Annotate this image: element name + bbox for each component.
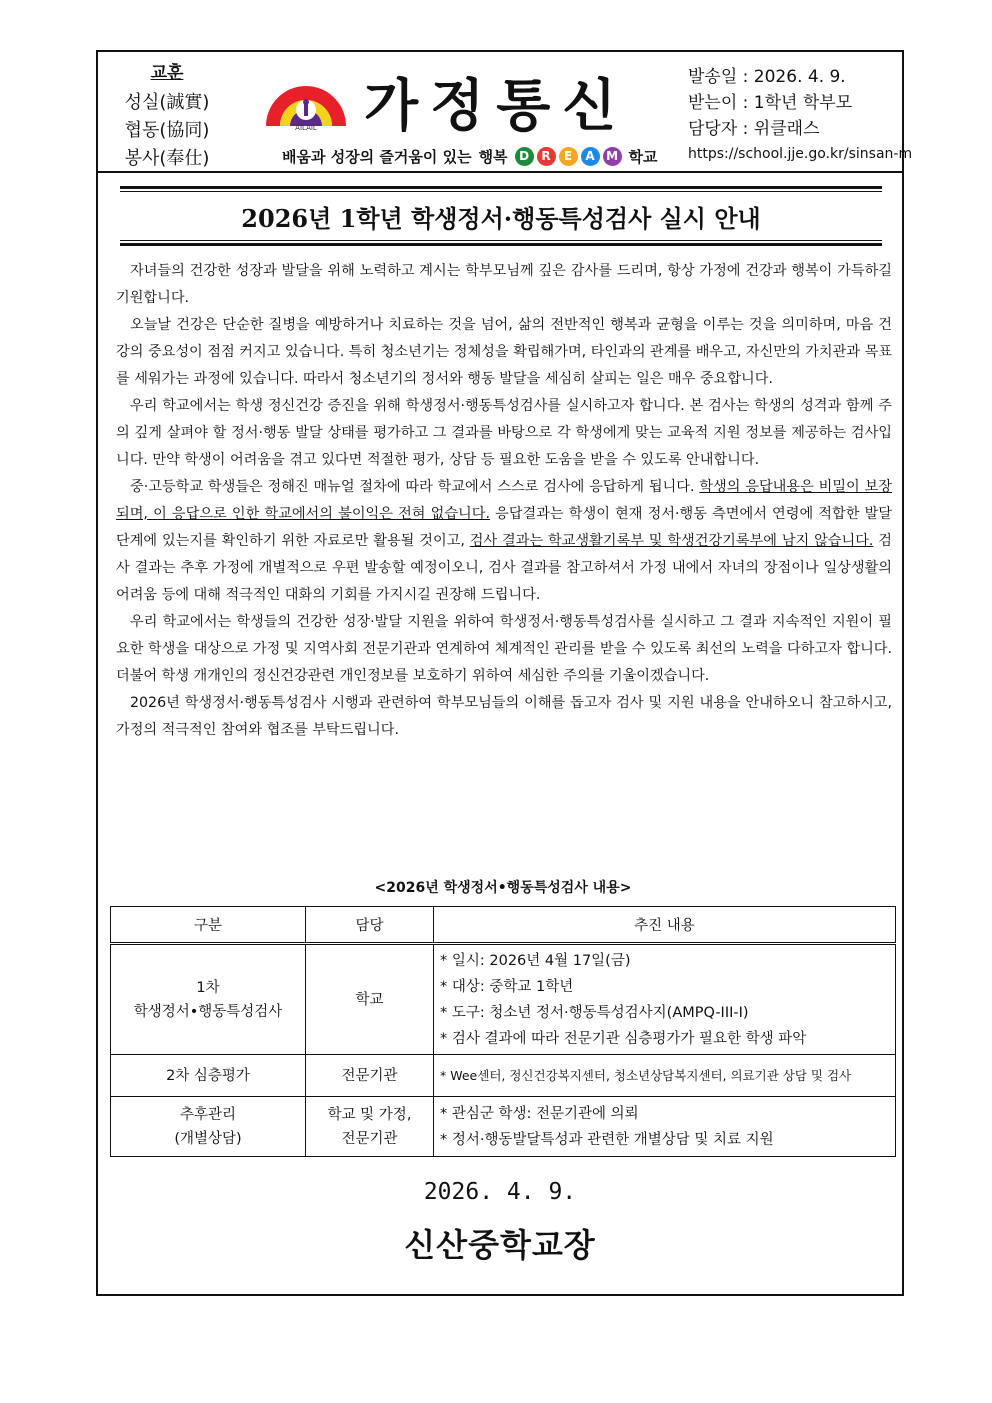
owner-cell: 전문기관 [306, 1055, 434, 1097]
paragraph-text: 검사 결과는 추후 가정에 개별적으로 우편 발송할 예정이오니, 검사 결과를 참고하셔서 가정 내에서 자녀의 장점이나 일상생활의 어려움 등에 대해 적극적인 대화의 기회를 가지시길 권장해 드립니다. [116, 533, 892, 603]
principal-signature: 신산중학교장 [404, 1226, 596, 1264]
slogan-prefix: 배움과 성장의 즐거움이 있는 [282, 148, 472, 166]
owner-line: 전문기관 [341, 1130, 398, 1147]
paragraph: 자녀들의 건강한 성장과 발달을 위해 노력하고 계시는 학부모님께 깊은 감사를 드리며, 항상 가정에 건강과 행복이 가득하길 기원합니다. [116, 263, 892, 306]
items-cell [434, 1097, 896, 1157]
header-cell: 추진 내용 [434, 907, 896, 944]
items-cell [434, 1055, 896, 1097]
school-logo [262, 66, 350, 134]
underlined-notice: 검사 결과는 학교생활기록부 및 학생건강기록부에 남지 않습니다. [469, 533, 874, 549]
school-slogan [282, 146, 658, 167]
document-meta [688, 64, 912, 166]
slogan-happy: 행복 [478, 148, 508, 166]
send-date: 발송일 : 2026. 4. 9. [688, 67, 846, 87]
category-line: 학생정서•행동특성검사 [133, 1003, 283, 1020]
dream-letter-e: E [559, 147, 578, 166]
list-item: * 대상: 중학교 1학년 [440, 978, 574, 995]
paragraph-text: 응답결과는 학생이 현재 정서·행동 측면에서 연령에 적합한 발달단계에 있는지를 확인하기 위한 자료로만 활용될 것이고, [116, 506, 892, 549]
table-caption: <2026년 학생정서•행동특성검사 내용> [374, 880, 632, 896]
category-line: (개별상담) [174, 1130, 242, 1147]
paragraph: 우리 학교에서는 학생 정신건강 증진을 위해 학생정서·행동특성검사를 실시하고자 합니다. 본 검사는 학생의 성격과 함께 주의 깊게 살펴야 할 정서·행동 발달 상태를 평가하고 그 결과를 바탕으로 각 학생에게 맞는 교육적 지원 정보를 제공하는 검사입니다. 만약 학생이 어려움을 겪고 있다면 적절한 평가, 상담 등 필요한 도움을 받을 수 있도록 안내합니다. [116, 398, 892, 468]
school-url[interactable]: https://school.jje.go.kr/sinsan-m [688, 146, 913, 162]
signature-date: 2026. 4. 9. [423, 1179, 577, 1205]
motto-item: 협동(協同) [124, 120, 210, 141]
newsletter-title: 가정통신 [364, 74, 629, 139]
page-title: 2026년 1학년 학생정서·행동특성검사 실시 안내 [241, 204, 761, 233]
list-item: * 정서·행동발달특성과 관련한 개별상담 및 치료 지원 [440, 1131, 774, 1148]
contact-person: 담당자 : 위클래스 [688, 119, 820, 139]
category-line: 추후관리 [179, 1106, 237, 1123]
table-header-row [111, 907, 896, 944]
table-row [111, 1055, 896, 1097]
list-item: * 도구: 청소년 정서·행동특성검사지(AMPQ-III-I) [440, 1004, 749, 1021]
schedule-table [110, 906, 896, 1157]
category-line: 1차 [196, 979, 220, 996]
owner-line: 학교 및 가정, [327, 1106, 412, 1123]
dream-letter-r: R [537, 147, 556, 166]
motto-item: 봉사(奉仕) [124, 148, 210, 169]
paragraph: 우리 학교에서는 학생들의 건강한 성장·발달 지원을 위하여 학생정서·행동특성검사를 실시하고 그 결과 지속적인 지원이 필요한 학생을 대상으로 가정 및 지역사회 전문기관과 연계하여 체계적인 관리를 받을 수 있도록 최선의 노력을 다하고자 합니다. 더불어 학생 개개인의 정신건강관련 개인정보를 보호하기 위하여 세심한 주의를 기울이겠습니다. [116, 614, 892, 684]
owner-cell: 학교 [306, 944, 434, 1055]
category-cell [111, 944, 306, 1055]
school-motto [112, 58, 222, 173]
recipient: 받는이 : 1학년 학부모 [688, 93, 853, 113]
paragraph: 2026년 학생정서·행동특성검사 시행과 관련하여 학부모님들의 이해를 돕고자 검사 및 지원 내용을 안내하오니 참고하시고, 가정의 적극적인 참여와 협조를 부탁드립니다. [116, 695, 892, 738]
header-cell: 구분 [111, 907, 306, 944]
paragraph [116, 474, 892, 609]
dream-letter-m: M [603, 147, 622, 166]
slogan-suffix: 학교 [628, 148, 658, 166]
list-item: * Wee센터, 정신건강복지센터, 청소년상담복지센터, 의료기관 상담 및 검사 [440, 1067, 852, 1083]
items-cell [434, 944, 896, 1055]
table-row [111, 944, 896, 1055]
motto-item: 성실(誠實) [124, 92, 210, 113]
paragraph-text: 중·고등학교 학생들은 정해진 매뉴얼 절차에 따라 학교에서 스스로 검사에 응답하게 됩니다. [130, 479, 700, 495]
owner-cell [306, 1097, 434, 1157]
motto-title: 교훈 [150, 63, 184, 83]
letter-body [116, 258, 892, 744]
category-cell: 2차 심층평가 [111, 1055, 306, 1097]
paragraph: 오늘날 건강은 단순한 질병을 예방하거나 치료하는 것을 넘어, 삶의 전반적인 행복과 균형을 이루는 것을 의미하며, 마음 건강의 중요성이 점점 커지고 있습니다. 특히 청소년기는 정체성을 확립해가며, 타인과의 관계를 배우고, 자신만의 가치관과 목표를 세워가는 과정에 있습니다. 따라서 청소년기의 정서와 행동 발달을 세심히 살피는 일은 매우 중요합니다. [116, 317, 892, 387]
category-cell [111, 1097, 306, 1157]
underlined-notice: 학생의 응답내용은 비밀이 보장되며, 이 응답으로 인한 학교에서의 불이익은 전혀 없습니다. [116, 479, 892, 522]
list-item: * 검사 결과에 따라 전문기관 심층평가가 필요한 학생 파악 [440, 1030, 807, 1047]
header-cell: 담당 [306, 907, 434, 944]
dream-letter-d: D [515, 147, 534, 166]
table-row [111, 1097, 896, 1157]
list-item: * 일시: 2026년 4월 17일(금) [440, 952, 631, 969]
dream-letter-a: A [581, 147, 600, 166]
title-box [120, 186, 882, 246]
logo-text: AILAIL [295, 124, 317, 130]
list-item: * 관심군 학생: 전문기관에 의뢰 [440, 1105, 639, 1122]
